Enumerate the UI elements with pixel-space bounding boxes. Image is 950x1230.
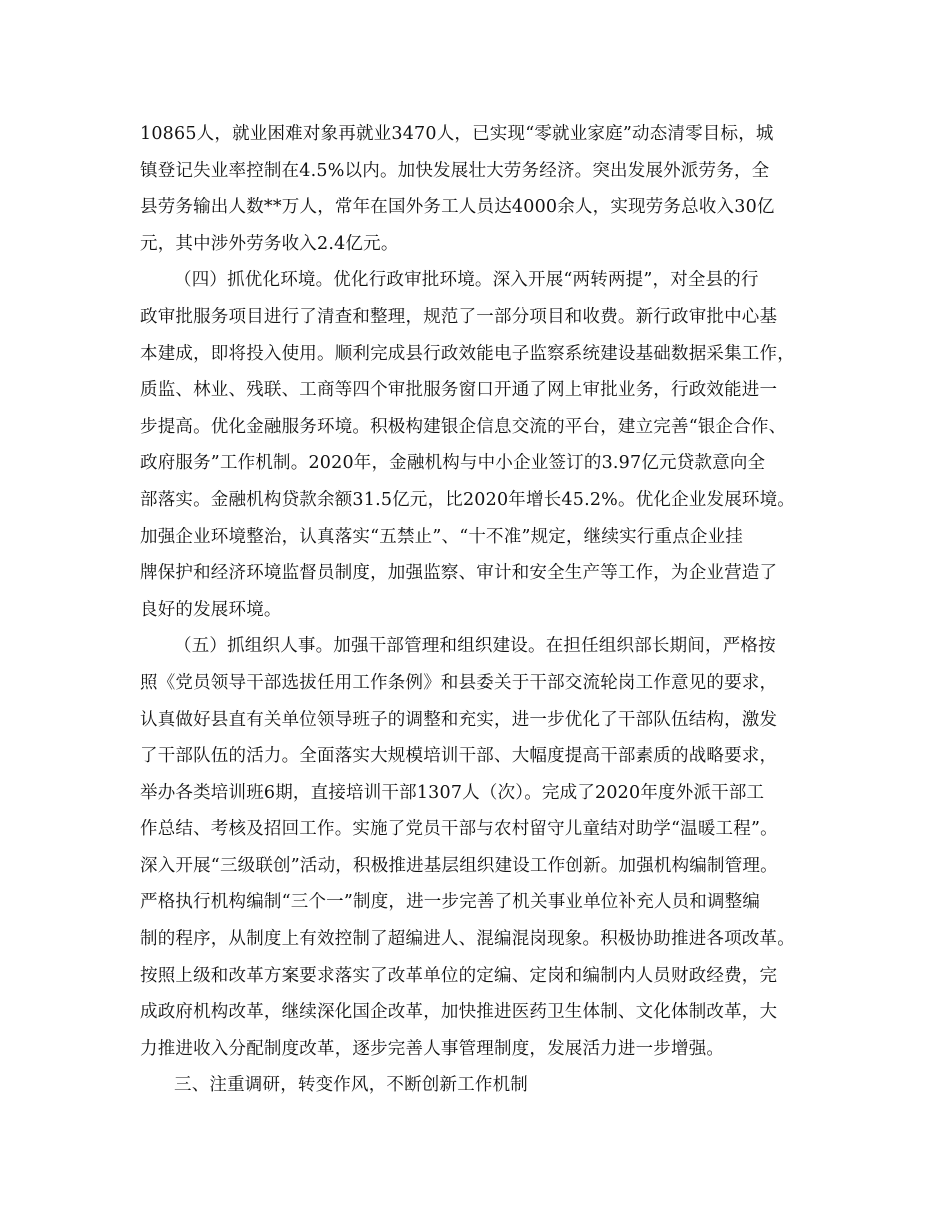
- text-line: 加强企业环境整治，认真落实“五禁止”、“十不准”规定，继续实行重点企业挂: [140, 526, 743, 547]
- paragraph-start-line: （五）抓组织人事。加强干部管理和组织建设。在担任组织部长期间，严格按: [174, 636, 776, 657]
- text-line: 质监、林业、残联、工商等四个审批服务窗口开通了网上审批业务，行政效能进一: [140, 380, 778, 401]
- text-line: 举办各类培训班6期，直接培训干部1307人（次）。完成了2020年度外派干部工: [140, 782, 765, 803]
- text-line: 10865人，就业困难对象再就业3470人，已实现“零就业家庭”动态清零目标，城: [140, 124, 774, 144]
- text-line: 了干部队伍的活力。全面落实大规模培训干部、大幅度提高干部素质的战略要求，: [140, 746, 778, 767]
- text-line: 力推进收入分配制度改革，逐步完善人事管理制度，发展活力进一步增强。: [140, 1038, 725, 1059]
- text-line: 认真做好县直有关单位领导班子的调整和充实，进一步优化了干部队伍结构，激发: [140, 709, 778, 730]
- text-line: 本建成，即将投入使用。顺利完成县行政效能电子监察系统建设基础数据采集工作，: [140, 343, 795, 364]
- text-line: 政审批服务项目进行了清查和整理，规范了一部分项目和收费。新行政审批中心基: [140, 306, 778, 327]
- text-line: 部落实。金融机构贷款余额31.5亿元，比2020年增长45.2%。优化企业发展环境。: [140, 489, 795, 510]
- text-line: 元，其中涉外劳务收入2.4亿元。: [140, 233, 399, 254]
- text-line: 牌保护和经济环境监督员制度，加强监察、审计和安全生产等工作，为企业营造了: [140, 563, 778, 584]
- text-line: 制的程序，从制度上有效控制了超编进人、混编混岗现象。积极协助推进各项改革。: [140, 929, 795, 950]
- text-line: 按照上级和改革方案要求落实了改革单位的定编、定岗和编制内人员财政经费，完: [140, 965, 778, 986]
- text-line: 县劳务输出人数**万人，常年在国外务工人员达4000余人，实现劳务总收入30亿: [140, 197, 775, 218]
- body-text: [140, 116, 830, 1104]
- text-line: 深入开展“三级联创”活动，积极推进基层组织建设工作创新。加强机构编制管理。: [140, 855, 778, 876]
- text-line: 镇登记失业率控制在4.5%以内。加快发展壮大劳务经济。突出发展外派劳务，全: [140, 160, 770, 181]
- text-line: 良好的发展环境。: [140, 599, 282, 620]
- section-heading: 三、注重调研，转变作风，不断创新工作机制: [174, 1075, 528, 1096]
- text-line: 严格执行机构编制“三个一”制度，进一步完善了机关事业单位补充人员和调整编: [140, 892, 761, 913]
- text-line: 成政府机构改革，继续深化国企改革，加快推进医药卫生体制、文化体制改革，大: [140, 1002, 778, 1023]
- paragraph-start-line: （四）抓优化环境。优化行政审批环境。深入开展“两转两提”，对全县的行: [174, 270, 759, 291]
- text-line: 步提高。优化金融服务环境。积极构建银企信息交流的平台，建立完善“银企合作、: [140, 416, 787, 437]
- text-line: 作总结、考核及招回工作。实施了党员干部与农村留守儿童结对助学“温暖工程”。: [140, 819, 778, 840]
- text-line: 照《党员领导干部选拔任用工作条例》和县委关于干部交流轮岗工作意见的要求，: [140, 672, 778, 693]
- text-line: 政府服务”工作机制。2020年，金融机构与中小企业签订的3.97亿元贷款意向全: [140, 453, 766, 474]
